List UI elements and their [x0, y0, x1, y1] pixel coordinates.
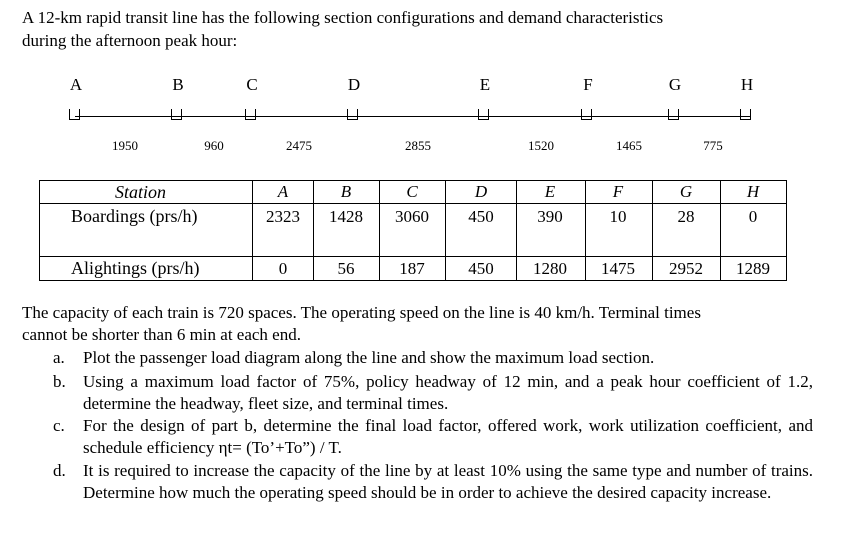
alightings-d: 450 [468, 259, 494, 278]
table-divider [252, 181, 253, 281]
question-b [53, 371, 813, 415]
question-d [53, 460, 813, 504]
distance-bc: 960 [204, 138, 224, 153]
station-label-e: E [479, 75, 491, 94]
header-station-e: E [544, 182, 556, 201]
question-a-letter: a. [53, 348, 65, 367]
distance-gh: 775 [703, 138, 723, 153]
station-header: Station [115, 182, 167, 202]
table-divider [585, 181, 586, 281]
boardings-f: 10 [609, 207, 627, 226]
header-station-g: G [679, 182, 693, 201]
boardings-e: 390 [537, 207, 563, 226]
intro-line-2: during the afternoon peak hour: [22, 31, 238, 50]
boardings-h: 0 [748, 207, 758, 226]
station-label-h: H [740, 75, 754, 94]
table-divider [720, 181, 721, 281]
alightings-f: 1475 [601, 259, 635, 278]
station-label-a: A [69, 75, 83, 94]
station-label-f: F [583, 75, 593, 94]
station-marker-e [478, 109, 489, 120]
alightings-e: 1280 [533, 259, 567, 278]
question-d-text: It is required to increase the capacity of the line by at least 10% using the same type and number of trains. Determine how much the operating speed should be in order to achieve the desired capacity increase. [83, 461, 813, 502]
alightings-g: 2952 [669, 259, 703, 278]
boardings-d: 450 [468, 207, 494, 226]
transit-line-diagram [0, 0, 843, 170]
distance-de: 2855 [405, 138, 431, 153]
boardings-label: Boardings (prs/h) [71, 206, 198, 226]
table-divider [652, 181, 653, 281]
capacity-line-1: The capacity of each train is 720 spaces. The operating speed on the line is 40 km/h. Terminal times [22, 303, 701, 322]
station-marker-a [69, 109, 80, 120]
station-marker-g [668, 109, 679, 120]
station-label-g: G [668, 75, 682, 94]
distance-ab: 1950 [112, 138, 138, 153]
alightings-label: Alightings (prs/h) [71, 258, 200, 278]
capacity-line-2: cannot be shorter than 6 min at each end. [22, 325, 301, 344]
question-c-text: For the design of part b, determine the final load factor, offered work, work utilization coefficient, and schedule efficiency ηt= (To’+To”) / T. [83, 416, 813, 457]
question-d-letter: d. [53, 461, 66, 480]
distance-cd: 2475 [286, 138, 312, 153]
station-marker-c [245, 109, 256, 120]
boardings-b: 1428 [329, 207, 363, 226]
table-divider [379, 181, 380, 281]
capacity-paragraph [22, 302, 822, 346]
header-station-a: A [277, 182, 289, 201]
boardings-g: 28 [677, 207, 695, 226]
alightings-a: 0 [278, 259, 288, 278]
distance-fg: 1465 [616, 138, 642, 153]
boardings-c: 3060 [395, 207, 429, 226]
alightings-b: 56 [337, 259, 355, 278]
station-marker-b [171, 109, 182, 120]
table-divider [313, 181, 314, 281]
station-label-c: C [246, 75, 258, 94]
question-a [53, 347, 813, 369]
table-divider [40, 203, 786, 204]
header-station-h: H [746, 182, 760, 201]
boardings-a: 2323 [266, 207, 300, 226]
alightings-c: 187 [399, 259, 425, 278]
alightings-h: 1289 [736, 259, 770, 278]
intro-line-1: A 12-km rapid transit line has the following section configurations and demand characteristics [22, 8, 664, 27]
station-marker-h [740, 109, 751, 120]
question-b-letter: b. [53, 372, 66, 391]
table-divider [516, 181, 517, 281]
question-c [53, 415, 813, 459]
station-marker-f [581, 109, 592, 120]
header-station-c: C [406, 182, 418, 201]
distance-ef: 1520 [528, 138, 554, 153]
question-b-text: Using a maximum load factor of 75%, policy headway of 12 min, and a peak hour coefficient of 1.2, determine the headway, fleet size, and terminal times. [83, 372, 813, 413]
table-divider [445, 181, 446, 281]
station-label-b: B [172, 75, 184, 94]
station-label-d: D [347, 75, 361, 94]
header-station-b: B [340, 182, 352, 201]
demand-table [39, 180, 787, 281]
header-station-f: F [612, 182, 624, 201]
station-marker-d [347, 109, 358, 120]
question-c-letter: c. [53, 416, 65, 435]
question-a-text: Plot the passenger load diagram along the line and show the maximum load section. [83, 348, 655, 367]
header-station-d: D [474, 182, 488, 201]
